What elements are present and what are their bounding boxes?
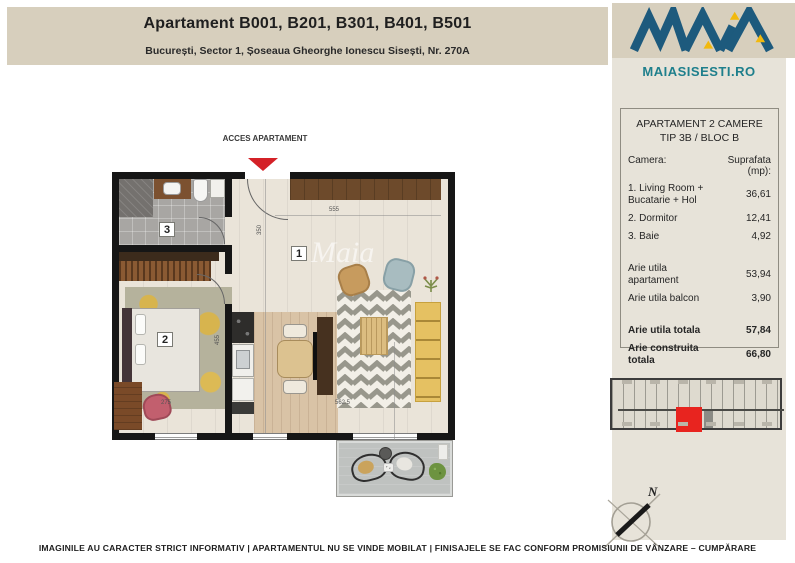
sidebar (612, 58, 786, 540)
room-area: 12,41 (745, 213, 771, 225)
wall (225, 179, 232, 217)
balcony-ticks (622, 422, 782, 426)
website-text: MAIASISESTI.RO (642, 64, 756, 79)
apartment-type-title (628, 117, 771, 145)
kitchen-sink-basin (236, 350, 250, 369)
room-number-bathroom: 3 (159, 222, 175, 237)
window (353, 433, 417, 440)
bed (122, 308, 200, 392)
wardrobe-shelf (119, 252, 219, 261)
table-row-total (628, 325, 771, 337)
window (253, 433, 287, 440)
bed-headboard (122, 308, 132, 392)
wall (119, 245, 232, 252)
balcony (337, 441, 452, 496)
disclaimer-text: IMAGINILE AU CARACTER STRICT INFORMATIV | APARTAMENTUL NU SE VINDE MOBILAT | FINISAJELE SE FAC CONFORM PROMISIUNII DE VÂNZARE – CUMPĂRARE (38, 543, 757, 553)
total-label: Arie utila totala (628, 325, 701, 337)
coffee-table (360, 317, 388, 355)
dining-chair (283, 380, 307, 394)
table-row-total (628, 343, 771, 367)
area-info-table (620, 108, 779, 367)
floor-plan (105, 132, 470, 507)
pillow (135, 314, 146, 335)
apartment-type-line1: APARTAMENT 2 CAMERE (636, 118, 763, 130)
access-arrow-icon (248, 158, 278, 171)
dimension-line (265, 179, 266, 433)
subtotal-label: Arie utila apartament (628, 263, 679, 287)
toilet (193, 179, 208, 202)
shower (119, 179, 153, 217)
header-bar (7, 7, 608, 65)
logo-band (612, 3, 795, 58)
balcony-planter (438, 444, 448, 460)
dimension-label: 350 (257, 224, 264, 236)
plant-icon (421, 274, 441, 294)
wall (225, 252, 232, 274)
room-area: 4,92 (751, 231, 771, 243)
dishwasher (232, 402, 254, 414)
north-label: N (648, 484, 658, 499)
total-area: 66,80 (745, 349, 771, 361)
room-label: 3. Baie (628, 231, 660, 243)
column-area: Suprafata (mp): (727, 155, 771, 178)
dimension-label: 275 (161, 400, 172, 406)
page-title: Apartament B001, B201, B301, B401, B501 (143, 15, 472, 32)
tv-stand (317, 317, 333, 395)
total-label: Arie construita totala (628, 343, 699, 367)
kitchen-counter-top (290, 179, 441, 200)
apartment-type-line2: TIP 3B / BLOC B (659, 132, 740, 145)
building-outline (610, 378, 782, 430)
wall (225, 304, 232, 433)
building-key-plan (606, 373, 788, 437)
table-row (628, 213, 771, 225)
table-row (628, 231, 771, 243)
window (155, 433, 197, 440)
balcony-ticks (622, 380, 782, 384)
table-row (628, 293, 771, 305)
bathroom-cabinet (210, 179, 225, 198)
dining-chair (283, 324, 307, 338)
dimension-line (275, 215, 441, 216)
address-subtitle: București, Sector 1, Șoseaua Gheorghe Ionescu Sisești, Nr. 270A (145, 45, 470, 57)
room-area: 36,61 (745, 189, 771, 201)
table-row (628, 183, 771, 207)
dining-table (277, 340, 313, 378)
balcony-plant-icon (429, 463, 446, 480)
access-label: ACCES APARTAMENT (222, 134, 308, 143)
highlighted-unit (676, 407, 702, 432)
subtotal-area: 3,90 (751, 293, 771, 305)
room-label: 1. Living Room + Bucatarie + Hol (628, 183, 704, 207)
balcony-tray (383, 463, 394, 472)
dimension-label: 562.5 (335, 400, 351, 406)
total-area: 57,84 (745, 325, 771, 337)
kitchen-counter (232, 378, 254, 401)
table-header-row (628, 155, 771, 177)
maia-logo-icon (626, 7, 781, 55)
stove (232, 312, 254, 343)
bedroom-desk (114, 382, 142, 430)
subtotal-area: 53,94 (745, 269, 771, 281)
column-room: Camera: (628, 155, 667, 167)
bathroom-sink (163, 182, 181, 195)
bookshelf (415, 302, 441, 402)
watermark: Maia (311, 236, 375, 269)
dimension-label: 455 (215, 334, 222, 346)
table-row (628, 263, 771, 287)
balcony-table (379, 447, 392, 460)
room-number-living: 1 (291, 246, 307, 261)
subtotal-label: Arie utila balcon (628, 293, 700, 305)
pillow (135, 344, 146, 365)
room-label: 2. Dormitor (628, 213, 678, 225)
entrance-door-opening (245, 172, 290, 179)
room-number-bedroom: 2 (157, 332, 173, 347)
dimension-label: 555 (329, 207, 340, 213)
